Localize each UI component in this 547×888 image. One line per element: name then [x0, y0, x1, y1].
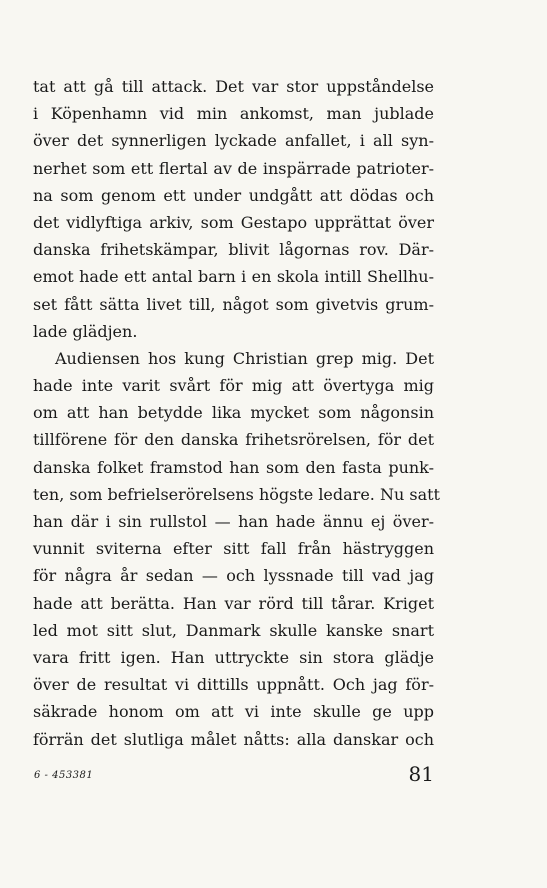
text-line: över det synnerligen lyckade anfallet, i all syn- — [33, 131, 434, 151]
page-number: 81 — [408, 762, 434, 786]
text-line: förrän det slutliga målet nåtts: alla danskar och — [33, 729, 434, 749]
text-line: hade inte varit svårt för mig att övertyga mig — [33, 376, 434, 396]
text-line: lade glädjen. — [33, 321, 138, 341]
text-line: tat att gå till attack. Det var stor uppståndelse — [33, 77, 434, 96]
text-line: set fått sätta livet till, något som givetvis grum- — [33, 294, 434, 314]
text-line: vunnit sviterna efter sitt fall från hästryggen — [33, 539, 434, 559]
text-line: i Köpenhamn vid min ankomst, man jublade — [33, 104, 434, 124]
text-line: na som genom ett under undgått att dödas och — [33, 185, 434, 205]
text-line: emot hade ett antal barn i en skola intill Shellhu- — [33, 267, 434, 287]
text-line: det vidlyftiga arkiv, som Gestapo upprättat över — [33, 212, 434, 232]
text-line: danska frihetskämpar, blivit lågornas rov. Där- — [33, 240, 434, 260]
text-line: hade att berätta. Han var rörd till tårar. Kriget — [33, 593, 434, 613]
body-text — [33, 73, 440, 753]
text-line: över de resultat vi dittills uppnått. Och jag för- — [33, 675, 434, 695]
text-line: danska folket framstod han som den fasta punk- — [33, 457, 434, 477]
page-footer — [33, 762, 434, 792]
text-line: om att han betydde lika mycket som någonsin — [33, 403, 434, 423]
text-line: vara fritt igen. Han uttryckte sin stora glädje — [33, 647, 434, 667]
text-line: nerhet som ett flertal av de inspärrade patrioter- — [33, 158, 434, 178]
text-line: ten, som befrielserörelsens högste ledare. Nu satt — [33, 484, 440, 504]
text-line: för några år sedan — och lyssnade till vad jag — [33, 566, 434, 586]
paragraph-first-line: Audiensen hos kung Christian grep mig. Det — [55, 348, 434, 368]
text-line: led mot sitt slut, Danmark skulle kanske snart — [33, 620, 434, 640]
text-line: säkrade honom om att vi inte skulle ge upp — [33, 702, 434, 722]
text-line: tillförene för den danska frihetsrörelsen, för det — [33, 430, 434, 450]
text-line: han där i sin rullstol — han hade ännu ej över- — [33, 512, 434, 531]
printer-signature: 6 - 453381 — [34, 770, 94, 781]
